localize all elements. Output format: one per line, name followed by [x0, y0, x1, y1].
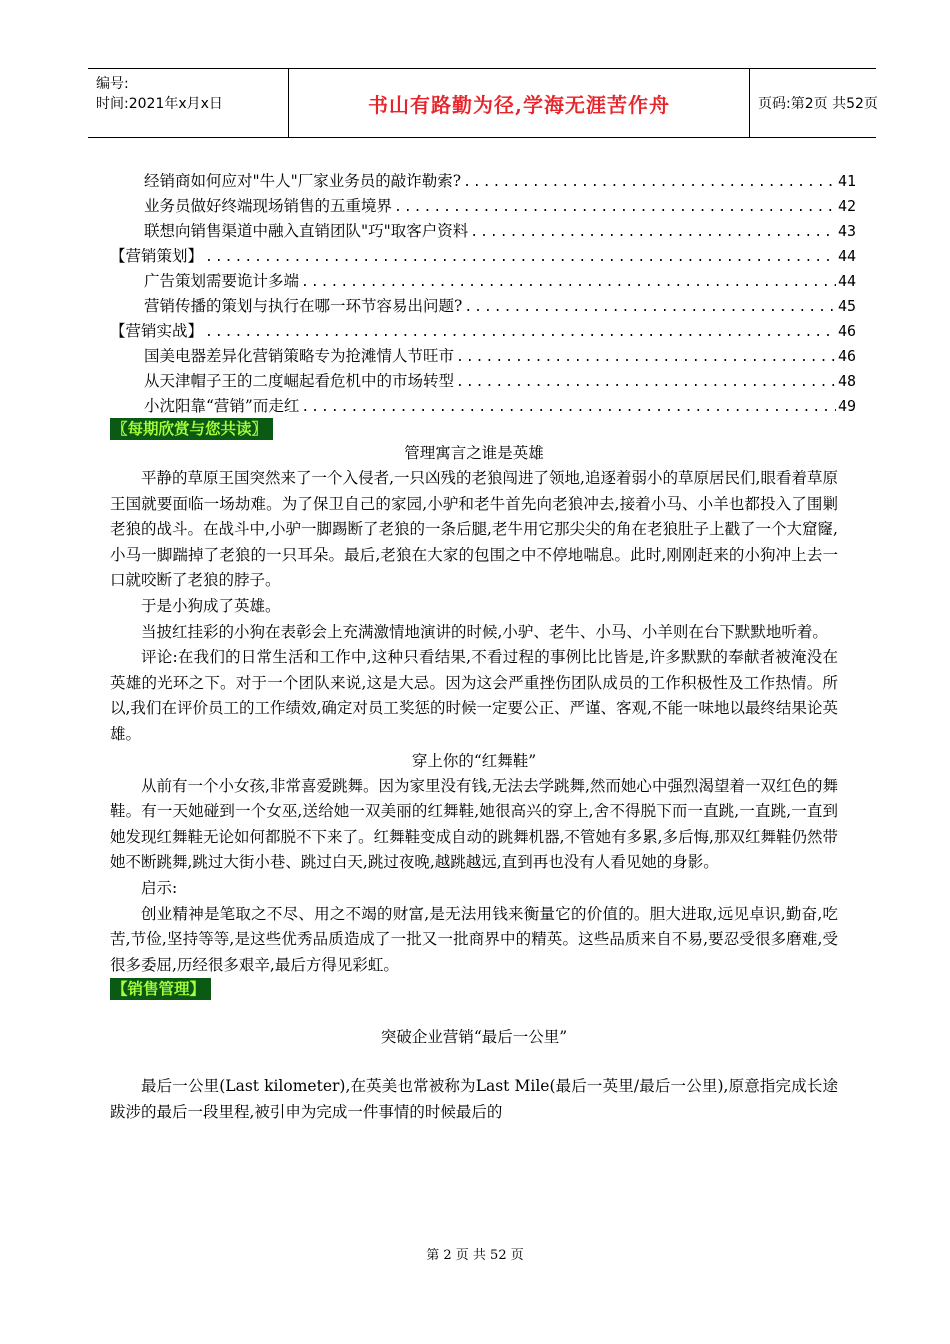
- toc-entry[interactable]: [110, 294, 856, 319]
- toc-entry-title: 国美电器差异化营销策略专为抢滩情人节旺市: [144, 347, 455, 365]
- header-page-code: 页码:第2页 共52页: [758, 96, 878, 112]
- toc-entry[interactable]: [110, 194, 856, 219]
- doc-time-label: 时间:2021年x月x日: [96, 96, 223, 112]
- header-page-cell: [750, 69, 876, 137]
- toc-leader: [301, 270, 836, 295]
- story-title: 穿上你的“红舞鞋”: [411, 751, 537, 770]
- page-footer: 第 2 页 共 52 页: [426, 1248, 524, 1263]
- toc-entry-page: 45: [837, 297, 856, 315]
- toc-entry-title: 联想向销售渠道中融入直销团队"巧"取客户资料: [144, 222, 469, 240]
- story-paragraph: 平静的草原王国突然来了一个入侵者,一只凶残的老狼闯进了领地,追逐着弱小的草原居民们,眼看着草原王国就要面临一场劫难。为了保卫自己的家园,小驴和老牛首先向老狼冲去,接着小马、小羊也都投入了围剿老狼的战斗。在战斗中,小驴一脚踢断了老狼的一条后腿,老牛用它那尖尖的角在老狼肚子上戳了一个大窟窿,小马一脚踹掉了老狼的一只耳朵。最后,老狼在大家的包围之中不停地喘息。此时,刚刚赶来的小狗冲上去一口就咬断了老狼的脖子。: [110, 469, 838, 590]
- toc-entry-page: 48: [837, 372, 856, 390]
- toc-entry-title: 业务员做好终端现场销售的五重境界: [144, 197, 393, 215]
- toc-entry[interactable]: [110, 219, 856, 244]
- story-commentary: 评论:在我们的日常生活和工作中,这种只看结果,不看过程的事例比比皆是,许多默默的奉献者被淹没在英雄的光环之下。对于一个团队来说,这是大忌。因为这会严重挫伤团队成员的工作积极性及工作热情。所以,我们在评价员工的工作绩效,确定对员工奖惩的时候一定要公正、严谨、客观,不能一味地以最终结果论英雄。: [110, 648, 838, 743]
- section-label-sales: 【销售管理】: [110, 978, 211, 1000]
- toc-section[interactable]: [110, 319, 856, 344]
- main-content: [110, 418, 838, 1125]
- toc-entry[interactable]: [110, 344, 856, 369]
- header-motto-cell: [288, 69, 750, 137]
- toc-leader: [456, 370, 836, 395]
- toc-leader: [301, 395, 836, 420]
- toc-section-title: 【营销实战】: [110, 322, 204, 340]
- toc-leader: [463, 170, 836, 195]
- spacer: [110, 1050, 838, 1074]
- story-paragraph: 创业精神是笔取之不尽、用之不竭的财富,是无法用钱来衡量它的价值的。胆大进取,远见卓识,勤奋,吃苦,节俭,坚持等等,是这些优秀品质造成了一批又一批商界中的精英。这些品质来自不易,要忍受很多磨难,受很多委屈,历经很多艰辛,最后方得见彩虹。: [110, 904, 838, 974]
- story-paragraph: 于是小狗成了英雄。: [141, 596, 281, 615]
- toc-entry-title: 营销传播的策划与执行在哪一环节容易出问题?: [144, 297, 463, 315]
- toc-entry[interactable]: [110, 394, 856, 419]
- section-label-reading: 〖每期欣赏与您共读〗: [110, 418, 273, 440]
- toc-entry-title: 广告策划需要诡计多端: [144, 272, 300, 290]
- toc-leader: [470, 220, 836, 245]
- toc-entry-page: 44: [837, 247, 856, 265]
- toc-entry-page: 49: [837, 397, 856, 415]
- page-header: [88, 68, 876, 138]
- toc-entry[interactable]: [110, 269, 856, 294]
- toc-entry-page: 43: [837, 222, 856, 240]
- toc-leader: [456, 345, 836, 370]
- toc-entry-title: 经销商如何应对"牛人"厂家业务员的敲诈勒索?: [144, 172, 462, 190]
- story-paragraph: 当披红挂彩的小狗在表彰会上充满激情地演讲的时候,小驴、老牛、小马、小羊则在台下默默地听着。: [141, 622, 828, 641]
- toc-section-title: 【营销策划】: [110, 247, 204, 265]
- toc-entry-page: 44: [837, 272, 856, 290]
- toc-entry-page: 41: [837, 172, 856, 190]
- toc-leader: [205, 245, 836, 270]
- article-title: 突破企业营销“最后一公里”: [380, 1028, 568, 1047]
- toc-entry[interactable]: [110, 369, 856, 394]
- table-of-contents: [110, 169, 856, 419]
- toc-leader: [205, 320, 836, 345]
- toc-entry[interactable]: [110, 169, 856, 194]
- toc-entry-page: 46: [837, 347, 856, 365]
- toc-entry-page: 42: [837, 197, 856, 215]
- doc-number-label: 编号:: [96, 76, 129, 92]
- toc-leader: [464, 295, 836, 320]
- spacer: [110, 1000, 838, 1024]
- toc-section[interactable]: [110, 244, 856, 269]
- story-paragraph: 启示:: [141, 878, 178, 897]
- article-paragraph: 最后一公里(Last kilometer),在英美也常被称为Last Mile(最后一英里/最后一公里),原意指完成长途跋涉的最后一段里程,被引申为完成一件事情的时候最后的: [110, 1077, 838, 1121]
- toc-entry-title: 从天津帽子王的二度崛起看危机中的市场转型: [144, 372, 455, 390]
- toc-leader: [394, 195, 836, 220]
- header-motto: 书山有路勤为径,学海无涯苦作舟: [368, 92, 670, 117]
- header-meta: [88, 69, 288, 137]
- story-paragraph: 从前有一个小女孩,非常喜爱跳舞。因为家里没有钱,无法去学跳舞,然而她心中强烈渴望着一双红色的舞鞋。有一天她碰到一个女巫,送给她一双美丽的红舞鞋,她很高兴的穿上,舍不得脱下而一直跳,一直跳,一直到她发现红舞鞋无论如何都脱不下来了。红舞鞋变成自动的跳舞机器,不管她有多累,多后悔,那双红舞鞋仍然带她不断跳舞,跳过大街小巷、跳过白天,跳过夜晚,越跳越远,直到再也没有人看见她的身影。: [110, 776, 838, 872]
- toc-entry-title: 小沈阳靠“营销”而走红: [144, 397, 300, 415]
- story-title: 管理寓言之谁是英雄: [404, 444, 544, 462]
- toc-entry-page: 46: [837, 322, 856, 340]
